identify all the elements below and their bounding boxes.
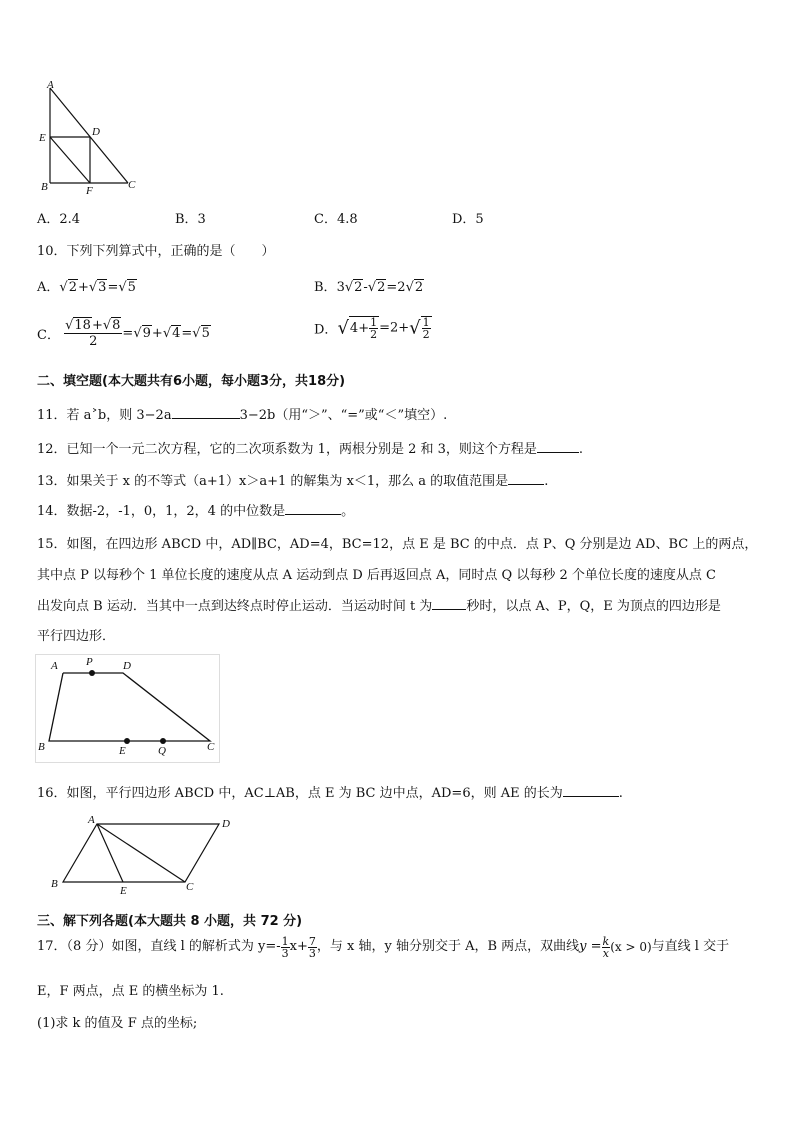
- label-b: B: [41, 181, 48, 193]
- label-d: D: [92, 126, 100, 138]
- label-c: C: [207, 741, 215, 753]
- q11-blank[interactable]: [172, 406, 240, 419]
- label-f: F: [86, 185, 93, 197]
- q9-option-b: B．3: [175, 212, 206, 227]
- q15-line-4: 平行四边形．: [37, 629, 116, 644]
- label-b: B: [51, 878, 58, 890]
- q10-option-b: B．3√2-√2=2√2: [314, 280, 424, 295]
- figure-q16: [45, 810, 245, 898]
- label-c: C: [128, 179, 136, 191]
- figure-q9: [35, 80, 145, 198]
- label-d: D: [123, 660, 131, 672]
- trapezoid-abcd: [49, 673, 210, 741]
- label-e: E: [119, 745, 126, 757]
- label-a: A: [47, 80, 54, 91]
- q14: 14．数据-2，-1，0，1，2，4 的中位数是 。: [37, 504, 355, 519]
- q14-blank[interactable]: [285, 502, 341, 515]
- point-q: [160, 738, 166, 744]
- q15-blank[interactable]: [432, 597, 466, 610]
- section-3-heading: 三、解下列各题(本大题共 8 小题，共 72 分): [37, 914, 303, 929]
- label-c: C: [186, 881, 194, 893]
- q16-blank[interactable]: [563, 784, 619, 797]
- q12-blank[interactable]: [537, 440, 579, 453]
- q10-option-c: C． $\frac{√18+√8}{2}$ =√9+√4=√5: [37, 318, 210, 349]
- q12: 12．已知一个一元二次方程，它的二次项系数为 1，两根分别是 2 和 3，则这个方程是 .: [37, 442, 584, 457]
- figure-q15: [35, 654, 221, 764]
- q15-line-1: 15．如图，在四边形 ABCD 中，AD∥BC，AD=4，BC=12，点 E 是 BC 的中点．点 P、Q 分别是边 AD、BC 上的两点，: [37, 537, 758, 552]
- q9-option-d: D．5: [452, 212, 484, 227]
- label-d: D: [222, 818, 230, 830]
- q15-line-2: 其中点 P 以每秒个 1 单位长度的速度从点 A 运动到点 D 后再返回点 A，同时点 Q 以每秒 2 个单位长度的速度从点 C: [37, 568, 716, 583]
- q17-line-2: E，F 两点，点 E 的横坐标为 1.: [37, 984, 224, 999]
- label-b: B: [38, 741, 45, 753]
- segment-ef: [50, 137, 90, 183]
- q13-blank[interactable]: [508, 472, 544, 485]
- q9-option-c: C．4.8: [314, 212, 358, 227]
- q10-option-d: D．√4+ $\frac{1}{2}$ =2+√ $\frac{1}{2}$: [314, 316, 430, 341]
- label-q: Q: [158, 745, 166, 757]
- label-a: A: [88, 814, 95, 826]
- q11: 11．若 a˃b，则 3−2a 3−2b（用“＞”、“=”或“＜”填空）.: [37, 408, 448, 423]
- q16: 16．如图，平行四边形 ABCD 中，AC⊥AB，点 E 为 BC 边中点，AD=6，则 AE 的长为 .: [37, 786, 623, 801]
- q17-part-1: (1)求 k 的值及 F 点的坐标;: [37, 1016, 198, 1031]
- segment-ac: [50, 88, 128, 183]
- point-p: [89, 670, 95, 676]
- label-p: P: [86, 656, 93, 668]
- q17-line-1: 17．（8 分）如图，直线 l 的解析式为 y=- $\frac{1}{3}$ x+ $\frac{7}{3}$ ，与 x 轴，y 轴分别交于 A，B 两点，双曲线y = $\frac{k}{x}$ (x > 0)与直线 l 交于: [37, 934, 730, 960]
- q9-option-a: A．2.4: [37, 212, 81, 227]
- label-e: E: [39, 132, 46, 144]
- point-e: [124, 738, 130, 744]
- label-a: A: [51, 660, 58, 672]
- section-2-heading: 二、填空题(本大题共有6小题，每小题3分，共18分): [37, 374, 346, 389]
- q10-option-a: A．√2+√3=√5: [37, 280, 136, 295]
- q13: 13．如果关于 x 的不等式（a+1）x＞a+1 的解集为 x＜1，那么 a 的取值范围是 .: [37, 474, 549, 489]
- q10-stem: 10．下列下列算式中，正确的是（ ）: [37, 244, 275, 259]
- q15-line-3: 出发向点 B 运动．当其中一点到达终点时停止运动．当运动时间 t 为 秒时，以点 A、P，Q，E 为顶点的四边形是: [37, 599, 721, 614]
- label-e: E: [120, 885, 127, 897]
